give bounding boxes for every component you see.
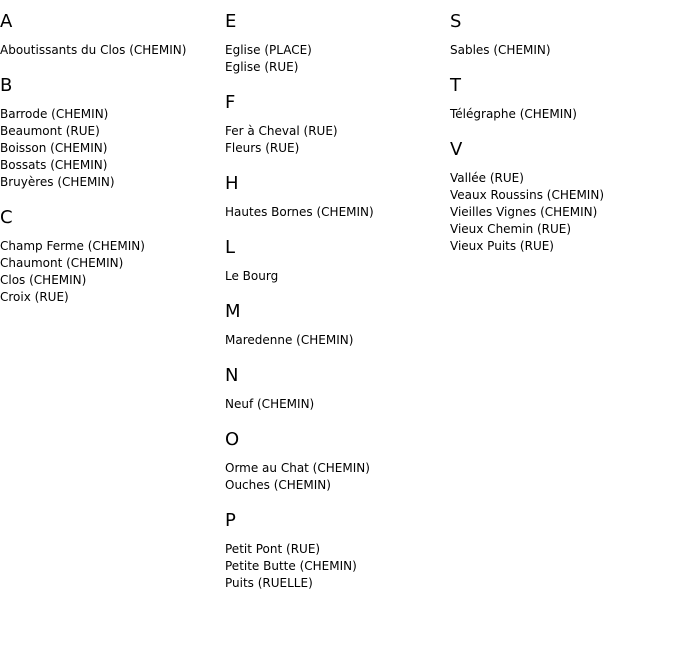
letter-heading: S (450, 11, 462, 32)
letter-group-v (450, 139, 675, 255)
street-link[interactable]: Bruyères (CHEMIN) (0, 175, 115, 189)
letter-heading: F (225, 92, 236, 113)
street-link[interactable]: Puits (RUELLE) (225, 576, 313, 590)
letter-heading: V (450, 139, 463, 160)
letter-group-s (450, 11, 675, 59)
street-link[interactable]: Petite Butte (CHEMIN) (225, 559, 357, 573)
letter-group-h (225, 173, 450, 221)
letter-heading: L (225, 237, 236, 258)
street-link[interactable]: Clos (CHEMIN) (0, 273, 87, 287)
street-link[interactable]: Bossats (CHEMIN) (0, 158, 108, 172)
street-link[interactable]: Fer à Cheval (RUE) (225, 124, 338, 138)
street-link[interactable]: Petit Pont (RUE) (225, 542, 321, 556)
letter-heading: C (0, 207, 13, 228)
street-link[interactable]: Eglise (PLACE) (225, 43, 312, 57)
street-index-column-3 (450, 0, 675, 255)
letter-group-n (225, 365, 450, 413)
street-link[interactable]: Veaux Roussins (CHEMIN) (450, 188, 605, 202)
street-link[interactable]: Vieilles Vignes (CHEMIN) (450, 205, 598, 219)
letter-heading: E (225, 11, 237, 32)
letter-heading: O (225, 429, 240, 450)
street-link[interactable]: Télégraphe (CHEMIN) (450, 107, 577, 121)
street-link[interactable]: Champ Ferme (CHEMIN) (0, 239, 145, 253)
letter-group-a (0, 11, 225, 59)
street-index-column-1 (0, 0, 225, 306)
street-link[interactable]: Le Bourg (225, 269, 279, 283)
letter-group-t (450, 75, 675, 123)
letter-group-l (225, 237, 450, 285)
letter-group-f (225, 92, 450, 157)
street-link[interactable]: Vieux Puits (RUE) (450, 239, 554, 253)
street-link[interactable]: Croix (RUE) (0, 290, 69, 304)
street-link[interactable]: Maredenne (CHEMIN) (225, 333, 354, 347)
street-link[interactable]: Aboutissants du Clos (CHEMIN) (0, 43, 187, 57)
street-link[interactable]: Fleurs (RUE) (225, 141, 300, 155)
letter-group-p (225, 510, 450, 592)
street-link[interactable]: Beaumont (RUE) (0, 124, 100, 138)
street-link[interactable]: Barrode (CHEMIN) (0, 107, 109, 121)
street-link[interactable]: Hautes Bornes (CHEMIN) (225, 205, 374, 219)
letter-heading: P (225, 510, 236, 531)
letter-heading: B (0, 75, 13, 96)
letter-group-b (0, 75, 225, 191)
street-link[interactable]: Vieux Chemin (RUE) (450, 222, 572, 236)
letter-group-m (225, 301, 450, 349)
letter-group-c (0, 207, 225, 306)
letter-heading: A (0, 11, 13, 32)
street-link[interactable]: Sables (CHEMIN) (450, 43, 551, 57)
street-link[interactable]: Ouches (CHEMIN) (225, 478, 331, 492)
letter-heading: T (450, 75, 461, 96)
letter-heading: N (225, 365, 239, 386)
letter-heading: M (225, 301, 241, 322)
letter-group-e (225, 11, 450, 76)
street-link[interactable]: Chaumont (CHEMIN) (0, 256, 124, 270)
street-link[interactable]: Eglise (RUE) (225, 60, 299, 74)
street-link[interactable]: Neuf (CHEMIN) (225, 397, 315, 411)
street-index-column-2 (225, 0, 450, 592)
street-link[interactable]: Vallée (RUE) (450, 171, 524, 185)
street-link[interactable]: Boisson (CHEMIN) (0, 141, 108, 155)
letter-heading: H (225, 173, 239, 194)
letter-group-o (225, 429, 450, 494)
street-link[interactable]: Orme au Chat (CHEMIN) (225, 461, 370, 475)
